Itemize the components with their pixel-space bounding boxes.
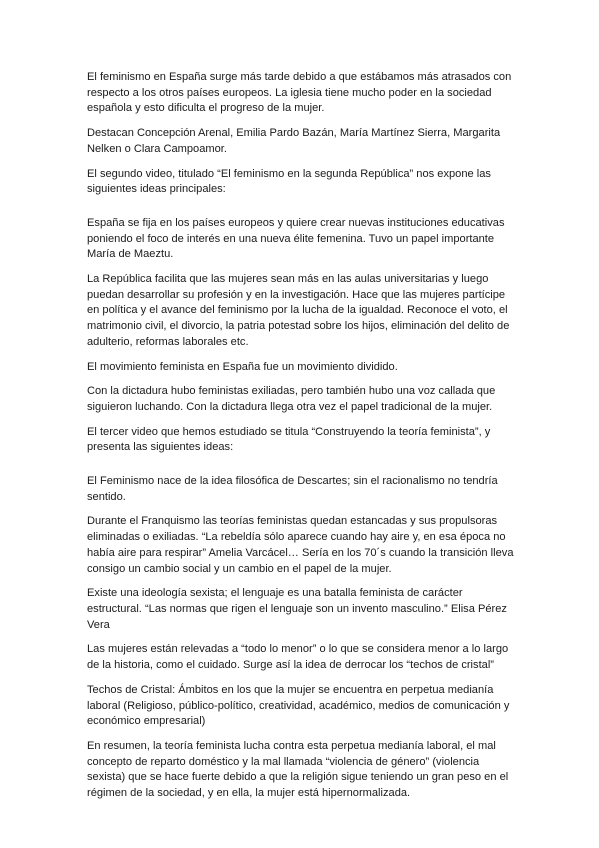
paragraph: Destacan Concepción Arenal, Emilia Pardo Bazán, María Martínez Sierra, Margarita Nelken o Clara Campoamor.	[87, 127, 501, 155]
paragraph: En resumen, la teoría feminista lucha contra esta perpetua medianía laboral, el mal concepto de reparto doméstico y la mal llamada “violencia de género” (violencia sexista) que se hace fuerte debido a que la religión sigue teniendo un gran peso en el régimen de la sociedad, y en ella, la mujer está hipernormalizada.	[87, 739, 509, 800]
paragraph: Con la dictadura hubo feministas exiliadas, pero también hubo una voz callada que siguieron luchando. Con la dictadura llega otra vez el papel tradicional de la mujer.	[87, 385, 496, 413]
paragraph: El feminismo en España surge más tarde debido a que estábamos más atrasados con respecto a los otros países europeos. La iglesia tiene mucho poder en la sociedad española y esto dificulta el progreso de la mujer.	[87, 71, 512, 115]
paragraph: El movimiento feminista en España fue un movimiento dividido.	[87, 360, 398, 373]
paragraph: La República facilita que las mujeres sean más en las aulas universitarias y luego puedan desarrollar su profesión y en la investigación. Hace que las mujeres partícipe en política y el avance del feminismo por la lucha de la igualdad. Reconoce el voto, el matrimonio civil, el divorcio, la patria potestad sobre los hijos, eliminación del delito de adulterio, reformas laborales etc.	[87, 273, 510, 348]
paragraph: Durante el Franquismo las teorías feministas quedan estancadas y sus propulsoras eliminadas o exiliadas. “La rebeldía sólo aparece cuando hay aire y, en esa época no había aire para respirar” Amelia Varcácel… Sería en los 70´s cuando la transición lleva consigo un cambio social y un cambio en el papel de la mujer.	[87, 515, 514, 575]
paragraph: El Feminismo nace de la idea filosófica de Descartes; sin el racionalismo no tendría sentido.	[87, 475, 498, 503]
document-page	[87, 70, 519, 811]
paragraph: El segundo video, titulado “El feminismo en la segunda República” nos expone las siguientes ideas principales:	[87, 167, 491, 196]
paragraph: España se fija en los países europeos y quiere crear nuevas instituciones educativas poniendo el foco de interés en una nueva élite femenina. Tuvo un papel importante María de Maeztu.	[87, 216, 505, 261]
paragraph: Existe una ideología sexista; el lenguaje es una batalla feminista de carácter estructural. “Las normas que rigen el lenguaje son un invento masculino.” Elisa Pérez Vera	[87, 587, 507, 631]
paragraph: Las mujeres están relevadas a “todo lo menor” o lo que se considera menor a lo largo de la historia, como el cuidado. Surge así la idea de derrocar los “techos de cristal”	[87, 643, 509, 672]
paragraph: El tercer video que hemos estudiado se titula “Construyendo la teoría feminista”, y presenta las siguientes ideas:	[87, 425, 491, 454]
paragraph: Techos de Cristal: Ámbitos en los que la mujer se encuentra en perpetua medianía laboral (Religioso, público-político, creatividad, académico, medios de comunicación y económico empresarial)	[87, 683, 510, 728]
